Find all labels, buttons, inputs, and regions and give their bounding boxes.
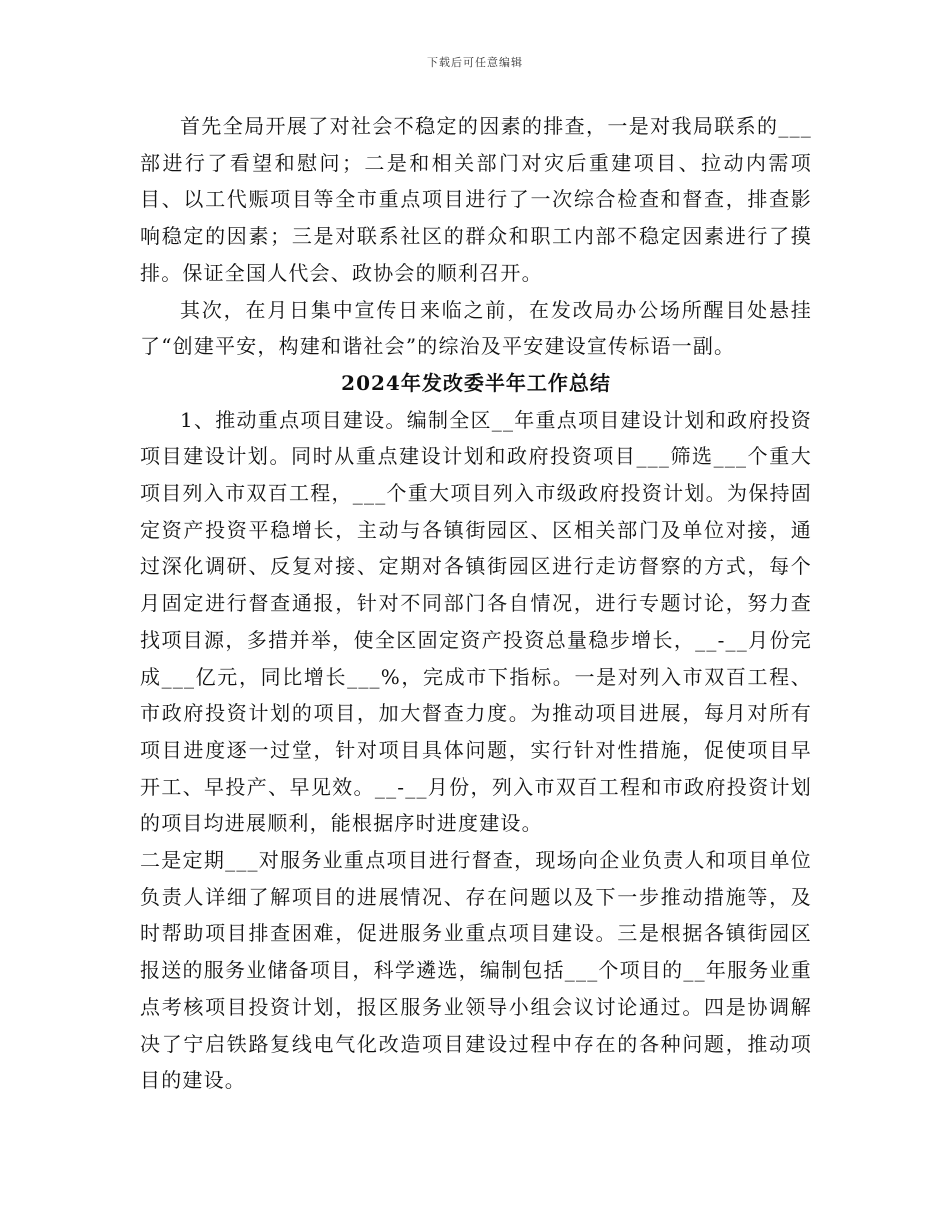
paragraph-service-projects: 二是定期___对服务业重点项目进行督查，现场向企业负责人和项目单位负责人详细了解项目的进展情况、存在问题以及下一步推动措施等，及时帮助项目排查困难，促进服务业重点项目建设。三是根据各镇街园区报送的服务业储备项目，科学遴选，编制包括___个项目的__年服务业重点考核项目投资计划，报区服务业领导小组会议讨论通过。四是协调解决了宁启铁路复线电气化改造项目建设过程中存在的各种问题，推动项目的建设。 [140,848,812,1093]
document-title: 2024年发改委半年工作总结 [341,370,611,395]
paragraph-key-projects: 1、推动重点项目建设。编制全区__年重点项目建设计划和政府投资项目建设计划。同时从重点建设计划和政府投资项目___筛选___个重大项目列入市双百工程，___个重大项目列入市级政府投资计划。为保持固定资产投资平稳增长，主动与各镇街园区、区相关部门及单位对接，通过深化调研、反复对接、定期对各镇街园区进行走访督察的方式，每个月固定进行督查通报，针对不同部门各自情况，进行专题讨论，努力查找项目源，多措并举，使全区固定资产投资总量稳步增长，__-__月份完成___亿元，同比增长___%，完成市下指标。一是对列入市双百工程、市政府投资计划的项目，加大督查力度。为推动项目进展，每月对所有项目进度逐一过堂，针对项目具体问题，实行针对性措施，促使项目早开工、早投产、早见效。__-__月份，列入市双百工程和市政府投资计划的项目均进展顺利，能根据序时进度建设。 [140,407,812,836]
paragraph-stability-check: 首先全局开展了对社会不稳定的因素的排查，一是对我局联系的___部进行了看望和慰问；二是和相关部门对灾后重建项目、拉动内需项目、以工代赈项目等全市重点项目进行了一次综合检查和督查，排查影响稳定的因素；三是对联系社区的群众和职工内部不稳定因素进行了摸排。保证全国人代会、政协会的顺利召开。 [140,114,812,285]
paragraph-publicity-banner: 其次，在月日集中宣传日来临之前，在发改局办公场所醒目处悬挂了“创建平安，构建和谐社会”的综治及平安建设宣传标语一副。 [140,297,812,359]
page-header-note: 下载后可任意编辑 [427,56,523,69]
document-body [140,108,812,1099]
